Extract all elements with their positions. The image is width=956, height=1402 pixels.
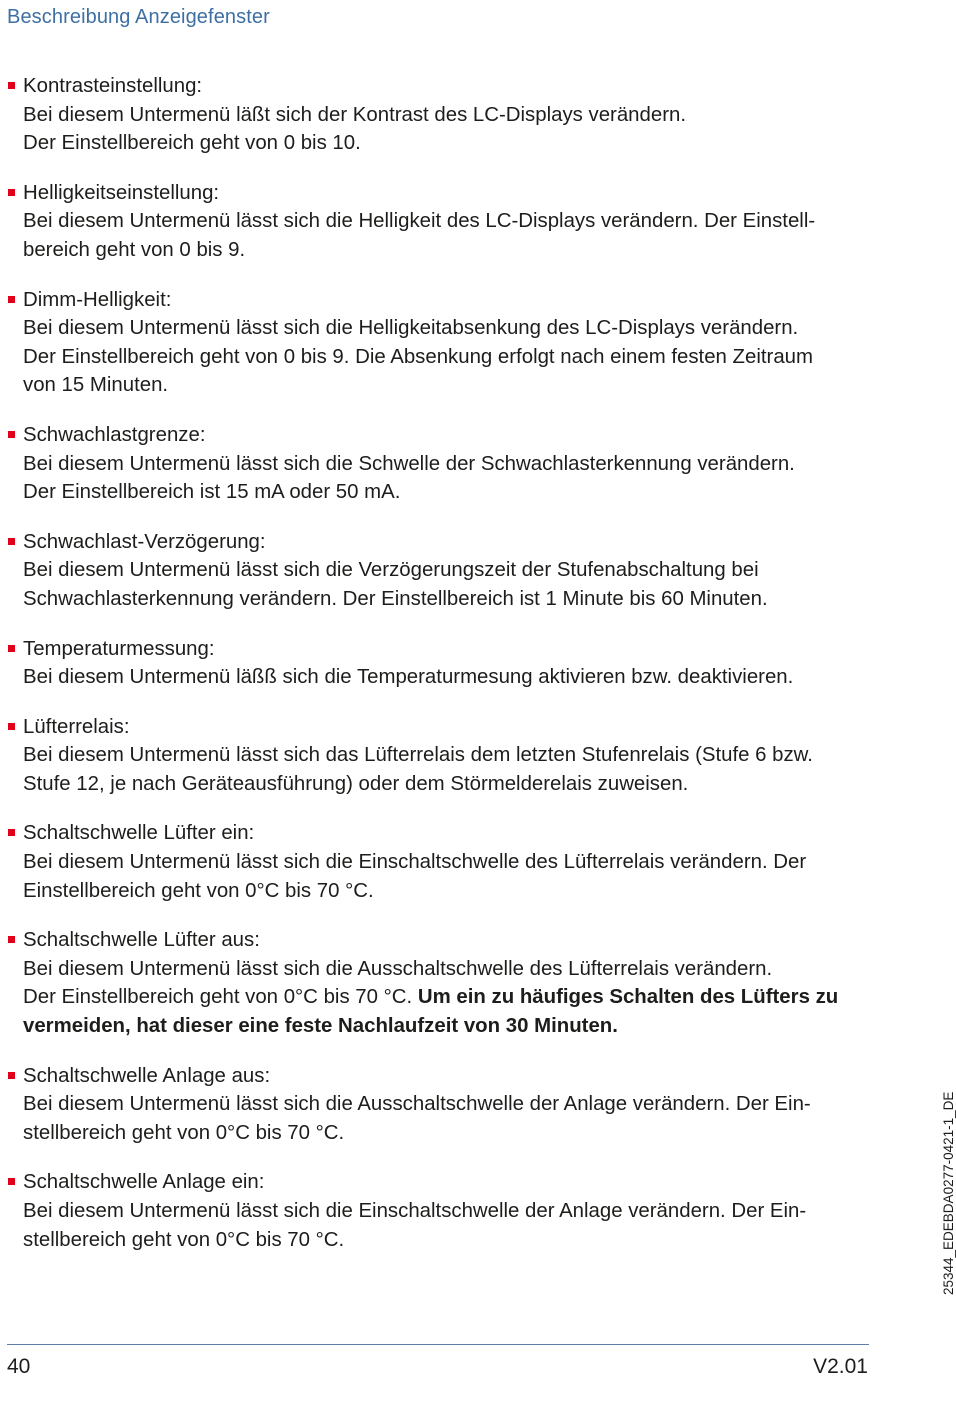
list-item-schwachlastgrenze bbox=[0, 421, 880, 507]
item-description bbox=[23, 556, 880, 613]
item-description bbox=[23, 741, 880, 798]
item-description bbox=[23, 314, 880, 400]
list-item-luefterrelais bbox=[0, 713, 880, 799]
document-code: 25344_EDEBDA0277-0421-1_DE bbox=[941, 1091, 956, 1295]
item-body-text: Bei diesem Untermenü läßt sich der Kontrast des LC-Displays verändern. Der Einstellbereich geht von 0 bis 10. bbox=[23, 103, 686, 155]
bullet-icon bbox=[8, 829, 15, 836]
list-item-helligkeitseinstellung bbox=[0, 179, 880, 265]
bullet-icon bbox=[8, 538, 15, 545]
bullet-icon bbox=[8, 296, 15, 303]
item-description bbox=[23, 207, 880, 264]
item-bold-note: Um ein zu häufiges Schalten des Lüfters zu vermeiden, hat dieser eine feste Nachlaufzeit von 30 Minuten. bbox=[23, 986, 839, 1038]
item-title: Lüfterrelais: bbox=[23, 715, 130, 738]
list-item-temperaturmessung bbox=[0, 635, 880, 692]
item-body-text: Bei diesem Untermenü läßß sich die Temperaturmesung aktivieren bzw. deaktivieren. bbox=[23, 666, 794, 689]
item-body-text: Bei diesem Untermenü lässt sich die Helligkeitabsenkung des LC-Displays verändern. Der Einstellbereich geht von 0 bis 9. Die Absenkung erfolgt nach einem festen Zeitraum von 15 Minuten. bbox=[23, 317, 814, 397]
item-body-text: Bei diesem Untermenü lässt sich die Ausschaltschwelle des Lüfterrelais verändern. Der Einstellbereich geht von 0°C bis 70 °C. bbox=[23, 957, 773, 1009]
item-body-text: Bei diesem Untermenü lässt sich das Lüfterrelais dem letzten Stufenrelais (Stufe 6 bzw. Stufe 12, je nach Geräteausführung) oder dem Störmelderelais zuweisen. bbox=[23, 744, 813, 795]
menu-description-list bbox=[0, 72, 880, 1275]
item-description bbox=[23, 848, 880, 905]
item-body-text: Bei diesem Untermenü lässt sich die Schwelle der Schwachlasterkennung verändern. Der Einstellbereich ist 15 mA oder 50 mA. bbox=[23, 452, 795, 504]
item-description bbox=[23, 1197, 880, 1254]
bullet-icon bbox=[8, 82, 15, 89]
item-description bbox=[23, 663, 880, 692]
bullet-icon bbox=[8, 189, 15, 196]
item-title: Helligkeitseinstellung: bbox=[23, 181, 220, 204]
item-title: Temperaturmessung: bbox=[23, 637, 215, 660]
bullet-icon bbox=[8, 645, 15, 652]
item-title: Schwachlastgrenze: bbox=[23, 423, 206, 446]
page-header-title: Beschreibung Anzeigefenster bbox=[7, 6, 270, 28]
item-title: Kontrasteinstellung: bbox=[23, 75, 203, 97]
bullet-icon bbox=[8, 1178, 15, 1185]
list-item-schwachlast-verzoegerung bbox=[0, 528, 880, 614]
item-description bbox=[23, 955, 880, 1041]
item-title: Schaltschwelle Lüfter ein: bbox=[23, 822, 255, 845]
item-body-text: Bei diesem Untermenü lässt sich die Ausschaltschwelle der Anlage verändern. Der Ein- stellbereich geht von 0°C bis 70 °C. bbox=[23, 1093, 811, 1144]
item-body-text: Bei diesem Untermenü lässt sich die Verzögerungszeit der Stufenabschaltung bei Schwachlasterkennung verändern. Der Einstellbereich ist 1 Minute bis 60 Minuten. bbox=[23, 559, 768, 610]
item-body-text: Bei diesem Untermenü lässt sich die Einschaltschwelle der Anlage verändern. Der Ein- stellbereich geht von 0°C bis 70 °C. bbox=[23, 1200, 807, 1251]
version-label: V2.01 bbox=[813, 1355, 868, 1378]
list-item-schaltschwelle-anlage-ein bbox=[0, 1168, 880, 1254]
item-description bbox=[23, 450, 880, 507]
list-item-schaltschwelle-luefter-ein bbox=[0, 819, 880, 905]
bullet-icon bbox=[8, 431, 15, 438]
item-title: Schaltschwelle Anlage ein: bbox=[23, 1171, 265, 1194]
list-item-kontrasteinstellung bbox=[0, 72, 880, 158]
item-title: Schaltschwelle Lüfter aus: bbox=[23, 929, 260, 952]
item-title: Dimm-Helligkeit: bbox=[23, 288, 172, 311]
page-number: 40 bbox=[7, 1355, 31, 1378]
bullet-icon bbox=[8, 723, 15, 730]
bullet-icon bbox=[8, 936, 15, 943]
bullet-icon bbox=[8, 1072, 15, 1079]
item-body-text: Bei diesem Untermenü lässt sich die Einschaltschwelle des Lüfterrelais verändern. Der Einstellbereich geht von 0°C bis 70 °C. bbox=[23, 851, 807, 902]
list-item-schaltschwelle-luefter-aus bbox=[0, 926, 880, 1040]
item-title: Schwachlast-Verzögerung: bbox=[23, 530, 266, 553]
list-item-schaltschwelle-anlage-aus bbox=[0, 1062, 880, 1148]
item-description bbox=[23, 1090, 880, 1147]
item-body-text: Bei diesem Untermenü lässt sich die Helligkeit des LC-Displays verändern. Der Einstell- bereich geht von 0 bis 9. bbox=[23, 210, 816, 261]
footer-divider bbox=[7, 1344, 869, 1345]
list-item-dimm-helligkeit bbox=[0, 286, 880, 400]
item-title: Schaltschwelle Anlage aus: bbox=[23, 1064, 271, 1087]
item-description bbox=[23, 101, 880, 158]
